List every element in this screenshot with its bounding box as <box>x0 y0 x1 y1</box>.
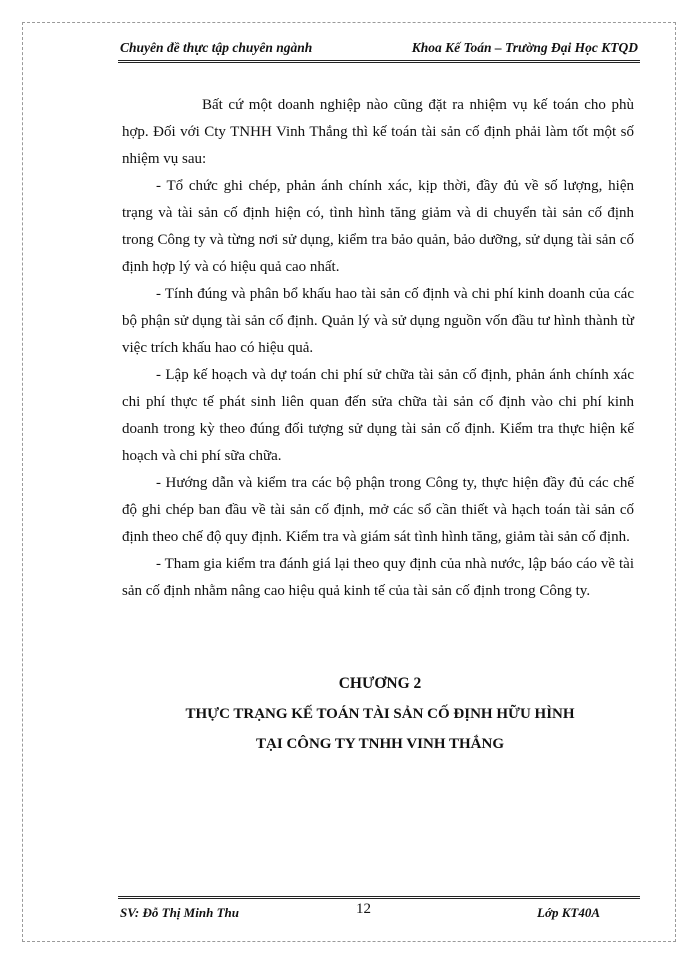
task-item-5: - Tham gia kiểm tra đánh giá lại theo quy định của nhà nước, lập báo cáo về tài sản cố định nhằm nâng cao hiệu quả kinh tế của tài sản cố định trong Công ty. <box>122 556 634 599</box>
footer-class: Lớp KT40A <box>537 905 600 920</box>
intro-paragraph: Bất cứ một doanh nghiệp nào cũng đặt ra nhiệm vụ kế toán cho phù hợp. Đối với Cty TNHH Vinh Thắng thì kế toán tài sản cố định phải làm tốt một số nhiệm vụ sau: <box>122 97 634 167</box>
page-number: 12 <box>356 901 371 917</box>
header-left: Chuyên đề thực tập chuyên ngành <box>120 40 313 55</box>
task-item-4: - Hướng dẫn và kiểm tra các bộ phận trong Công ty, thực hiện đầy đủ các chế độ ghi chép ban đầu về tài sản cố định, mở các sổ cần thiết và hạch toán tài sản cố định theo chế độ quy định. Kiểm tra và giám sát tình hình tăng, giảm tài sản cố định. <box>122 475 634 545</box>
chapter-number: CHƯƠNG 2 <box>338 675 422 692</box>
chapter-title-line-2: TẠI CÔNG TY TNHH VINH THẮNG <box>256 736 504 752</box>
page-header <box>118 38 640 63</box>
footer-author: SV: Đỗ Thị Minh Thu <box>120 905 239 920</box>
task-item-2: - Tính đúng và phân bổ khấu hao tài sản cố định và chi phí kinh doanh của các bộ phận sử dụng tài sản cố định. Quản lý và sử dụng nguồn vốn đầu tư hình thành từ việc trích khấu hao có hiệu quả. <box>122 286 634 356</box>
chapter-title-line-1: THỰC TRẠNG KẾ TOÁN TÀI SẢN CỐ ĐỊNH HỮU HÌNH <box>185 706 575 722</box>
body-text <box>122 92 634 605</box>
task-item-1: - Tổ chức ghi chép, phản ánh chính xác, kịp thời, đầy đủ về số lượng, hiện trạng và tài sản cố định hiện có, tình hình tăng giảm và di chuyển tài sản cố định trong Công ty và từng nơi sử dụng, kiểm tra bảo quản, bảo dưỡng, sử dụng tài sản cố định hợp lý và có hiệu quả cao nhất. <box>122 178 634 275</box>
page-footer <box>118 896 640 923</box>
task-item-3: - Lập kế hoạch và dự toán chi phí sử chữa tài sản cố định, phản ánh chính xác chi phí thực tế phát sinh liên quan đến sửa chữa tài sản cố định vào chi phí kinh doanh trong kỳ theo đúng đối tượng sử dụng tài sản cố định. Kiểm tra thực hiện kế hoạch và chi phí sữa chữa. <box>122 367 634 464</box>
header-right: Khoa Kế Toán – Trường Đại Học KTQD <box>411 40 638 55</box>
